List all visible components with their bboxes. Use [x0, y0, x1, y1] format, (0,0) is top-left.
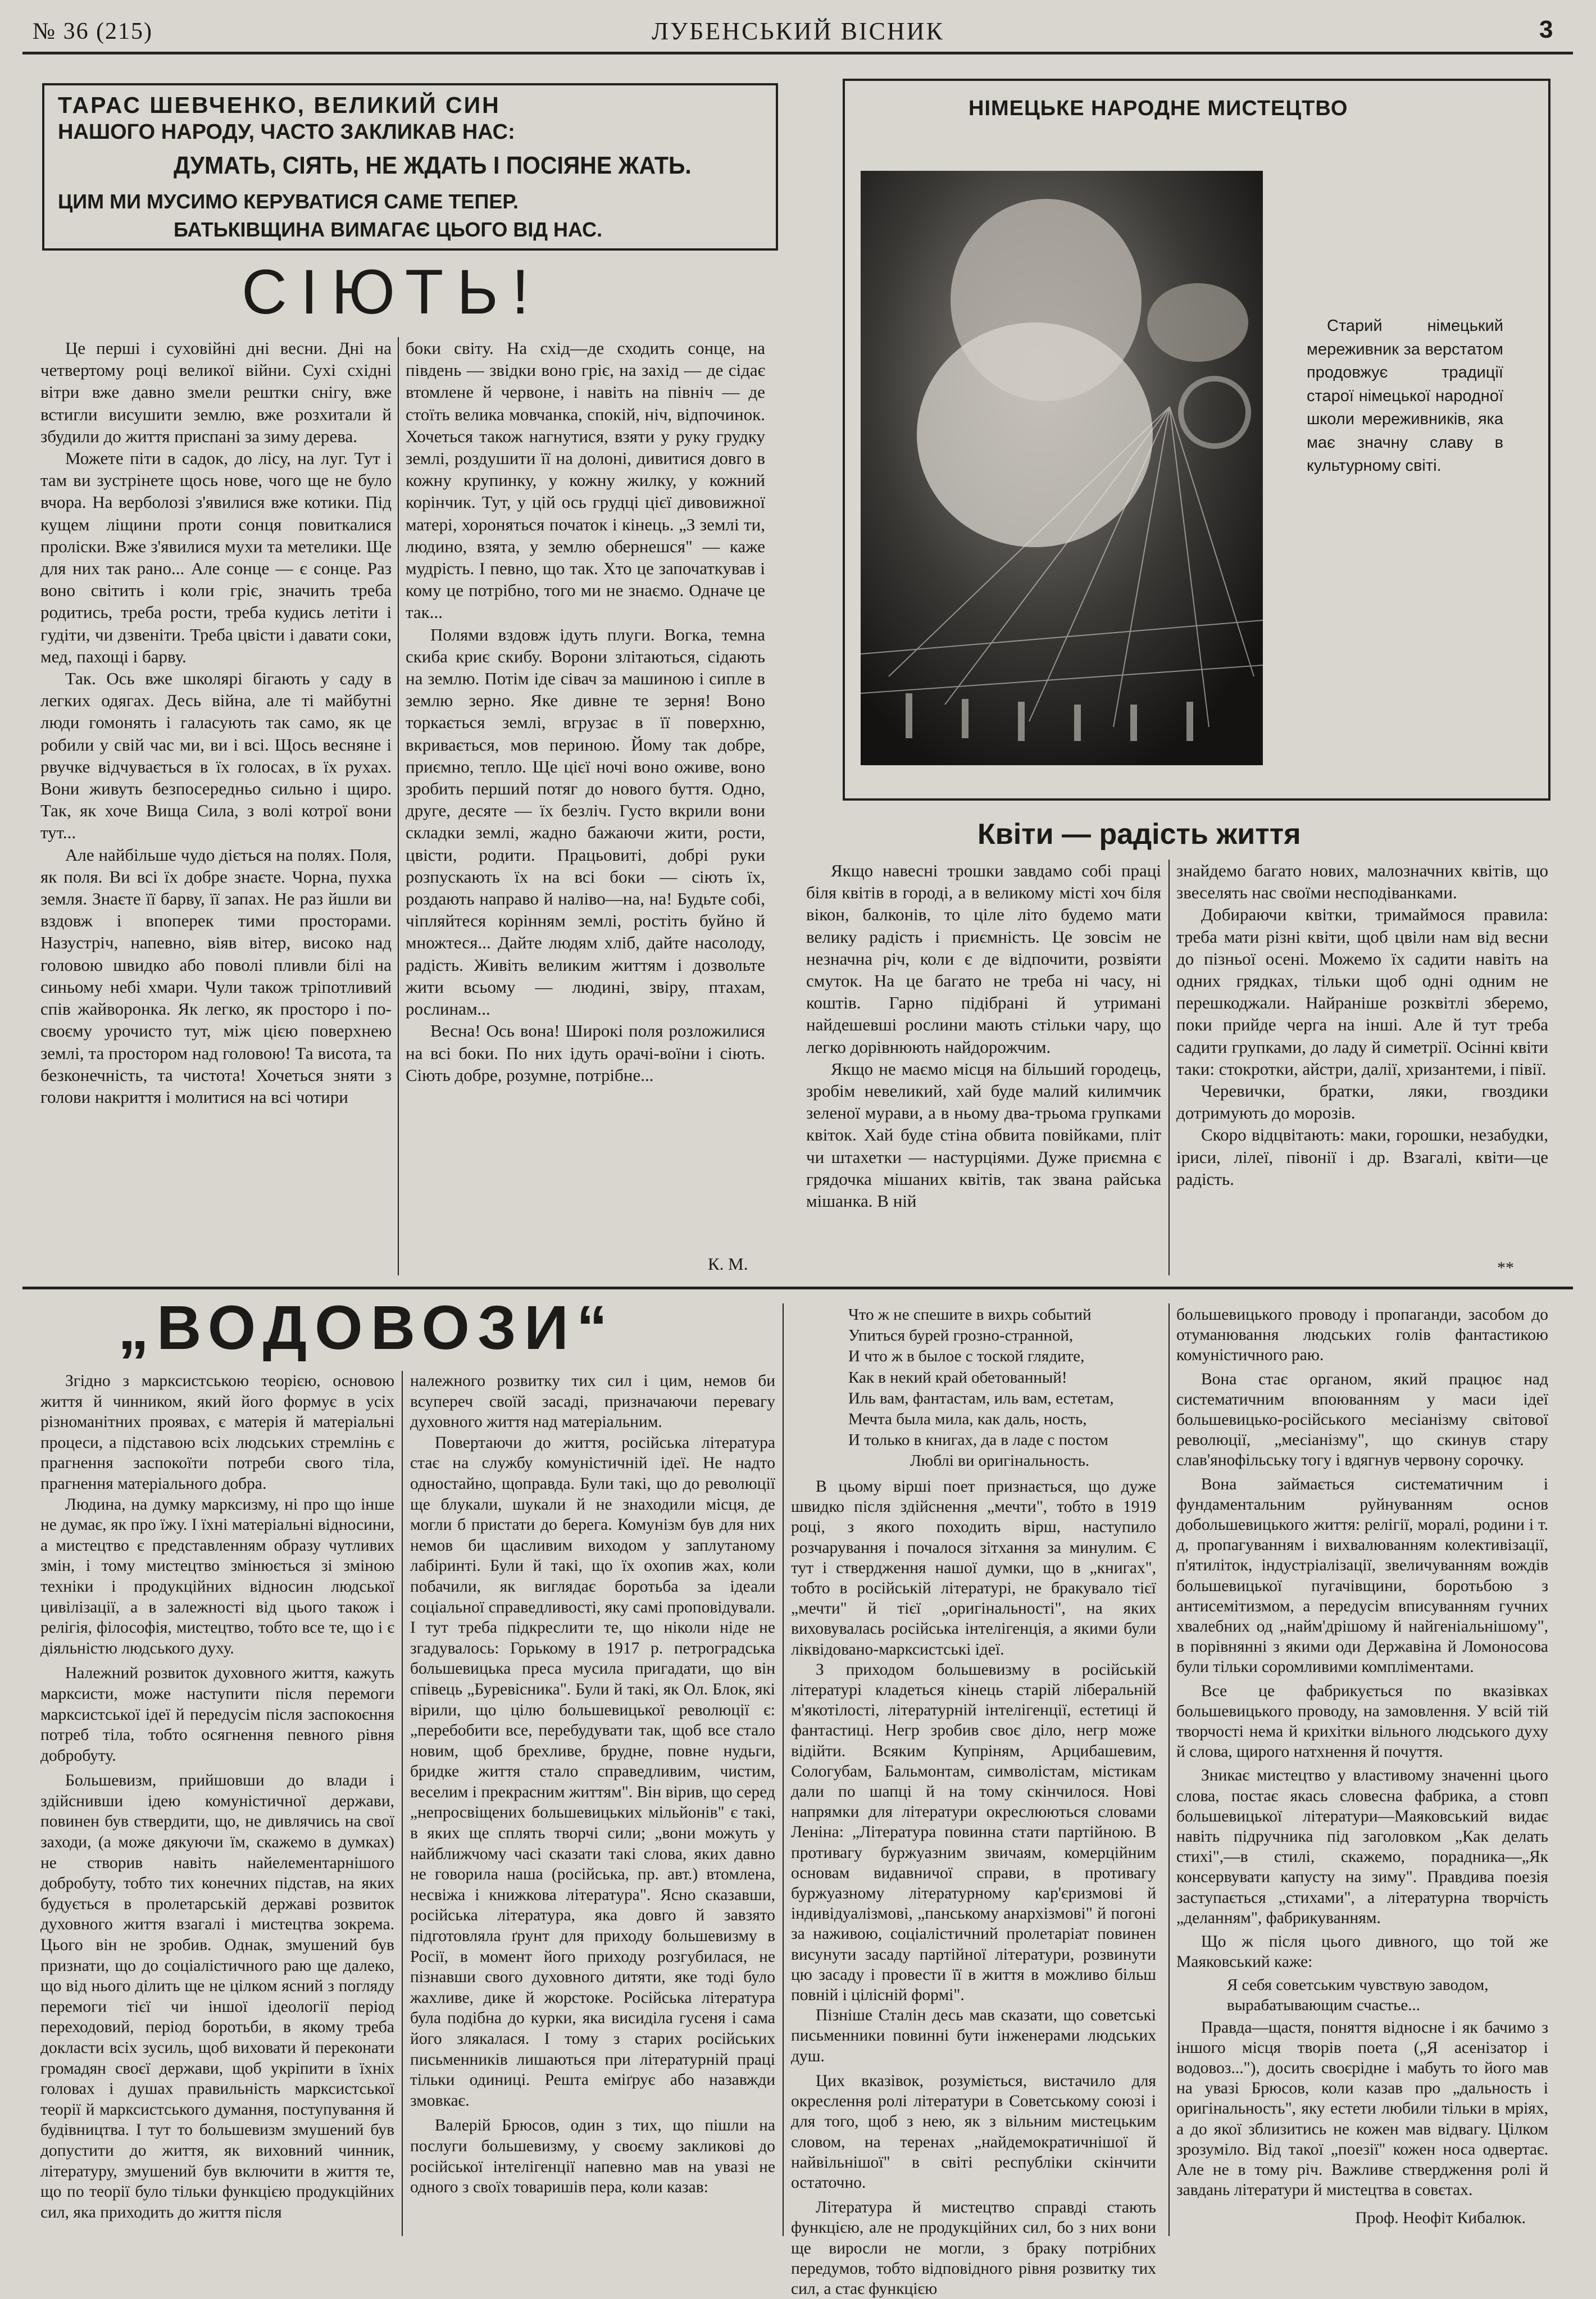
vodovozy-column-4 — [1176, 1305, 1548, 2232]
flowers-paragraph: Добираючи квітки, тримаймося правила: треба мати різні квіти, щоб цвіли нам від весни до пізньої осені. Можемо їх садити навіть на одних грядках, тільки щоб одні одним не перешкоджали. Найраніше розквітлі зберемо, поки прийде черга на інші. Але й тут треба садити групками, до ладу й симетрії. Осінні квіти таки: стокротки, айстри, далії, хризантеми, і півії. — [1176, 905, 1548, 1079]
header-rule — [22, 52, 1573, 54]
vodovozy-paragraph: большевицького проводу і пропаганди, засобом до отуманювання людських голів фантастикою комуністичного раю. — [1176, 1306, 1548, 1365]
shevchenko-banner — [42, 83, 778, 251]
vodovozy-paragraph: Вона займається систематичним і фундаментальним руйнуванням основ добольшевицького життя: релігії, моралі, родини і т. д, пропагуванням і вихвалюванням колективізації, п'ятиліток, індустріалізації, звеличуванням вождів большевицької пугачівщини, боротьбою з антисемітизмом, а передусім вписуванням гучних хвалебних од „найм'дрішому й найгеніальнішому", в порівнянні з якими оди Державіна й Ломоносова були тільки соромливими компліментами. — [1176, 1475, 1548, 1676]
vodovozy-column-3 — [791, 1476, 1156, 2298]
flowers-paragraph: Якщо навесні трошки завдамо собі праці біля квітів в городі, а в великому місті хоч біля вікон, балконів, то ціле літо будемо мати велику радість і приємність. Це зовсім не незначна річ, коли є де відпочити, розвіяти смуток. На це багато не треба ні часу, ні коштів. Гарно підібрані й утримані найдешевші рослини мають стільки чару, що легко дорівнюють найдорожчим. — [806, 861, 1161, 1057]
siiut-paragraph: Можете піти в садок, до лісу, на луг. Тут і там ви зустрінете щось нове, чого ще не було вчора. На верболозі з'явилися вже котики. Під кущем ліщини проти сонця повиткалися проліски. Вже з'явилися мухи та метелики. Ще для них так рано... Але сонце — є сонце. Раз воно світить і коли гріє, значить треба родитись, треба рости, треба кудись летіти і гудіти, чи дзвеніти. Треба цвісти і давати соки, мед, пахощі і барву. — [40, 448, 392, 666]
siiut-paragraph: Це перші і суховійні дні весни. Дні на четвертому році великої війни. Сухі східні вітри вже давно змели рештки снігу, вже встигли висушити землю, вже розхитали й збудили до життя приспані за зиму дерева. — [40, 338, 392, 446]
poem-line: И только в книгах, да в ладе с постом — [848, 1431, 1108, 1450]
column-divider — [1168, 1303, 1170, 2236]
vodovozy-paragraph: Правда—щастя, поняття відносне і як бачимо з іншого місця творів поета („Я асенізатор і водовоз..."), досить своєрідне і мабуть то його мав на увазі Брюсов, коли казав про „дальность і оригінальность", яку естети любили тільки в мріях, а до якої зблизитись не кожен мав відвагу. Цілком зрозуміло. Від такої „поезії" кожен носа одвертає. Але не в тому річ. Важливе ствердження ролі й завдань літератури й мистецтва в совєтах. — [1176, 2018, 1548, 2200]
vodovozy-paragraph: Належний розвиток духовного життя, кажуть марксисти, може наступити після перемоги марксистської ідеї й передусім після заспокоєння потреб тіла, тобто осягнення певного рівня добробуту. — [40, 1664, 394, 1765]
banner-line-5: БАТЬКІВЩИНА ВИМАГАЄ ЦЬОГО ВІД НАС. — [174, 218, 603, 241]
briusov-poem — [848, 1305, 1185, 1472]
banner-line-2: НАШОГО НАРОДУ, ЧАСТО ЗАКЛИКАВ НАС: — [58, 120, 515, 144]
poem-line: Что ж не спешите в вихрь событий — [848, 1306, 1092, 1324]
poem-line: Иль вам, фантастам, иль вам, естетам, — [848, 1389, 1114, 1407]
vodovozy-column-1 — [40, 1371, 394, 2239]
issue-number: № 36 (215) — [33, 19, 153, 44]
poem-line: Упиться бурей грозно-странной, — [848, 1326, 1074, 1345]
column-divider — [402, 1371, 403, 2236]
banner-line-4: ЦИМ МИ МУСИМО КЕРУВАТИСЯ САМЕ ТЕПЕР. — [58, 190, 519, 213]
vodovozy-paragraph: З приходом большевизму в російській літературі кладеться кінець старій ліберальній м'якотілості, літературній інтелігенції, естетиці й фантастиці. Негр зробив своє діло, негр може відійти. Всяким Купріням, Арцибашевим, Сологубам, Бальмонтам, символістам, містикам дали по шапці й на тому скінчилося. Нові напрямки для літератури окреслюються словами Леніна: „Література повинна стати партійною. В противагу буржуазним звичаям, комерційним основам видавничої справи, в противагу буржуазному літературному кар'єризмові й індивідуалізмові, „панському анархізмові" й погоні за наживою, соціалістичний пролетаріат повинен висунути засаду партійної літератури, розвинути цю засаду і провести її в життя в можливо більш повній і цілісній формі". — [791, 1660, 1156, 2005]
vodovozy-paragraph: Большевизм, прийшовши до влади і здійснивши ідею комуністичної держави, повинен був ствердити, що, не дивлячись на свої заходи, (а може дякуючи їм, скажемо в думках) не створив навіть найелементарнішого добробуту, тобто тих конечних підстав, на яких будується в пролетарській державі розвиток духовного життя взагалі і мистецтва зокрема. Цього він не зробив. Однак, змушений був признати, що до соціалістичного раю ще далеко, що від нього ділить ще не цілком ясний з погляду перемоги тієї чи іншої ідеології період переходовий, період боротьби, в якому треба докласти всіх зусиль, щоб виховати й переконати громадян своєї держави, щоб укріпити в їхніх головах і душах правильність марксистської теорії й марксистського думання, поступування й будівництва. І тут то большевизм змушений був допустити до життя, як виховний чинник, літературу, змушений був включити в життя те, що по теорії було тільки функцією продукційних сил, яка приходить до життя після — [40, 1771, 394, 2221]
vodovozy-paragraph: Література й мистецтво справді стають функцією, але не продукційних сил, бо з них вони ще виросли не могли, з браку потрібних передумов, тобто відповідного рівня розвитку тих сил, а стає функцією — [791, 2198, 1156, 2298]
vodovozy-paragraph: Цих вказівок, розуміється, вистачило для окреслення ролі літератури в Советському союзі і для того, щоб з нею, як з вільним мистецьким словом, на теренах „найдемократичнішої й найвільнішої" в світі республіки скінчити остаточно. — [791, 2071, 1156, 2192]
siiut-column-1 — [40, 337, 392, 1270]
mayakovsky-quote — [1176, 1975, 1548, 2015]
column-divider — [398, 337, 399, 1275]
poem-line: Как в некий край обетованный! — [848, 1368, 1067, 1387]
flowers-paragraph: Якщо не маємо місця на більший городець, зробім невеликий, хай буде малий килимчик зеленої мурави, а в ньому два-трьома групками квіток. Хай буде стіна обвита повійками, пліт чи штахетки — настурціями. Дуже приємна є грядочка мішаних квітів, так звана райська мішанка. В ній — [806, 1058, 1161, 1211]
siiut-signature: К. М. — [708, 1254, 748, 1274]
german-art-box — [843, 79, 1550, 801]
siiut-column-2 — [406, 337, 765, 1247]
siiut-title: СІЮТЬ! — [242, 257, 543, 327]
flowers-column-2 — [1176, 860, 1548, 1275]
german-art-title: НІМЕЦЬКЕ НАРОДНЕ МИСТЕЦТВО — [968, 97, 1348, 120]
poem-line: Мечта была мила, как даль, ность, — [848, 1410, 1087, 1429]
flowers-signature: ** — [1497, 1258, 1514, 1277]
vodovozy-paragraph: належного розвитку тих сил і цим, немов би всупереч своїй засаді, призначаючи перевагу духовного життя над матеріальним. — [410, 1372, 775, 1432]
vodovozy-paragraph: Все це фабрикується по вказівках большевицького проводу, на замовлення. У всій тій творчості нема й крихітки вільного людського духу й слова, щирого натхнення й почуття. — [1176, 1682, 1548, 1761]
column-divider — [1168, 860, 1170, 1275]
german-art-caption: Старий німецький мереживник за верстатом продовжує традиції старої німецької народної школи мереживників, яка має значну славу в культурному світі. — [1307, 317, 1503, 475]
flowers-paragraph: Черевички, братки, ляки, гвоздики дотримують до морозів. — [1176, 1081, 1548, 1123]
flowers-title: Квіти — радість життя — [977, 818, 1301, 851]
vodovozy-paragraph: Що ж після цього дивного, що той же Маяковський каже: — [1176, 1933, 1548, 1971]
siiut-paragraph: боки світу. На схід—де сходить сонце, на південь — звідки воно гріє, на захід — де сідає втомлене й червоне, і навіть на північ — де стоїть велика мовчанка, спокій, ніч, відпочинок. Хочеться також нагнутися, взяти у руку грудку землі, роздушити її на долоні, дивитися довго в кожну крупинку, у кожну жилку, у кожний корінчик. Тут, у цій ось грудці цієї дивовижної матері, хороняться початок і кінець. „З землі ти, людино, взята, у землю обернешся" — каже мудрість. І певно, що так. Хто це започаткував і кому це потрібно, того ми не знаємо. Одначе це так... — [406, 338, 765, 623]
banner-line-1: ТАРАС ШЕВЧЕНКО, ВЕЛИКИЙ СИН — [58, 92, 501, 118]
siiut-paragraph: Полями вздовж ідуть плуги. Вогка, темна скиба криє скибу. Ворони злітаються, сідають на землю. Потім іде сівач за машиною і сипле в землю зерно. Яке дивне те зерня! Воно торкається землі, вгрузає в її поверхню, вкривається, мов периною. Йому так добре, приємно, тепло. Ще цієї ночі воно оживе, воно зробить перший потяг до нового буття. Одно, друге, десяте — їх безліч. Густо вкрили вони складки землі, жадно бажаючи жити, рости, цвісти, родити. Працьовиті, добрі руки розпускають їх на всі боки — сіють їх, роздають направо й наліво—на, на! Будьте собі, чіпляйтеся корінням землі, ростіть буйно й множтеся... Дайте людям хліб, дайте насолоду, радість. Живіть великим життям і дозвольте жити всьому — людині, звіру, птахам, рослинам... — [406, 624, 765, 1019]
vodovozy-paragraph: В цьому вірші поет признається, що дуже швидко після здійснення „мечти", тобто в 1919 році, з якого походить вірш, наступило розчарування і почалося зітхання за минулим. Є тут і ствердження нашої думки, що в „книгах", тобто в російській літературі, не бракувало тієї „мечти" й тієї „оригінальності", на яких виховувалась російська інтелігенція, а якими були ліквідовано-марксистські ідеї. — [791, 1478, 1156, 1659]
section-rule — [22, 1287, 1573, 1289]
page-number: 3 — [1539, 16, 1554, 43]
lacemaker-photo — [861, 171, 1263, 765]
vodovozy-title: „ВОДОВОЗИ“ — [118, 1293, 615, 1362]
newspaper-name: ЛУБЕНСЬКИЙ ВІСНИК — [652, 17, 944, 45]
quote-line: Я себя советським чувствую заводом, — [1227, 1975, 1489, 1994]
vodovozy-paragraph: Валерій Брюсов, один з тих, що пішли на послуги большевизму, у своєму закликові до російської інтелігенції напевно мав на увазі не одного з своїх товаришів пера, коли казав: — [410, 2116, 775, 2197]
quote-line: вырабатывающим счастье... — [1227, 1996, 1421, 2014]
vodovozy-paragraph: Зникає мистецтво у властивому значенні цього слова, постає якась словесна фабрика, а стовп большевицької літератури—Маяковський видає навіть підручника під заголовком „Как делать стихі",—в стилі, скажемо, порадника—„Як консервувати капусту на зиму". Правдива поезія заступається „стихами", а літературна творчість „деланням", фабрикуванням. — [1176, 1766, 1548, 1927]
vodovozy-signature: Проф. Неофіт Кибалюк. — [1355, 2209, 1526, 2228]
siiut-paragraph: Весна! Ось вона! Широкі поля розложилися на всі боки. По них ідуть орачі-воїни і сіють. Сіють добре, розумне, потрібне... — [406, 1021, 765, 1085]
vodovozy-paragraph: Згідно з марксистською теорією, основою життя й чинником, який його формує в усіх різноманітних проявах, є матерія й матеріальні процеси, а підставою всіх людських стремлінь є прагнення заспокоїти потреби свого тіла, прагнення матеріального добра. — [40, 1372, 394, 1493]
vodovozy-paragraph: Повертаючи до життя, російська література стає на службу комуністичній ідеї. Не надто одностайно, щоправда. Були такі, що до революції ще блукали, шукали й не знаходили місця, де могли б пристати до берега. Комунізм був для них немов би щасливим виходом у заплутаному лабіринті. Були й такі, що їх охопив жах, коли побачили, як виглядає боротьба за ідеали соціальної справедливості, яку самі проповідували. І тут треба підкреслити те, що ніколи ніде не згадувалось: Горькому в 1917 р. петроградська большевицька преса мусила пригадати, що він співець „Буревісника". Були й такі, як Ол. Блок, які вірили, що цілю большевицької революції є: „перебобити все, перебудувати так, щоб все стало новим, щоб брехливе, брудне, повне нудьги, бридке життя стало справедливим, чистим, веселим і прекрасним життям". Він вірив, що серед „непросвіщених большевицьких мільйонів" є такі, в яких ще сплять творчі сили; „вони можуть у найближчому часі сказати такі слова, яких давно не говорила наша (російська, пр. авт.) втомлена, несвіжа і книжкова література". Ясно сказавши, російська література, яка довго й завзято підготовляла ґрунт для приходу большевизму в Росії, в момент його приходу розгубилася, не пізнавши свого духовного дитяти, яке тоді було жахливе, дике й жорстоке. Російська література була подібна до курки, яка висиділа гусеня і сама його злякалася. І тому з старих російських письменників лишаються при літературній праці тільки одиниці. Решта еміґрує або назавжди змовкає. — [410, 1433, 775, 2110]
vodovozy-paragraph: Вона стає органом, який працює над систематичним впоюванням у маси ідеї большевицько-російського месіанізму світової революції, „месіанізму", що скинув стару слав'янофільську тогу і вдягнув червону сорочку. — [1176, 1370, 1548, 1470]
flowers-column-1 — [806, 860, 1161, 1281]
poem-line: И что ж в былое с тоской глядите, — [848, 1347, 1085, 1366]
poem-line: Люблі ви оригінальность. — [910, 1452, 1090, 1470]
vodovozy-paragraph: Пізніше Сталін десь мав сказати, що советські письменники повинні бути інженерами людських душ. — [791, 2006, 1156, 2065]
flowers-paragraph: Скоро відцвітають: маки, горошки, незабудки, іриси, лілеї, півонії і др. Взагалі, квіти—це радість. — [1176, 1125, 1548, 1189]
flowers-paragraph: знайдемо багато нових, малозначних квітів, що звеселять нас своїми несподіванками. — [1176, 861, 1548, 903]
siiut-paragraph: Так. Ось вже школярі бігають у саду в легких одягах. Десь війна, але ті майбутні люди гомонять і галасують так само, як це робили у свій час ми, ви і всі. Щось весняне і рвучке відчувається в їх голосах, в їх рухах. Вони живуть безпосередньо сильно і щиро. Так, як хоче Вища Сила, з волі котрої вони тут... — [40, 669, 392, 843]
siiut-paragraph: Але найбільше чудо діється на полях. Поля, як поля. Ви всі їх добре знаєте. Чорна, пухка земля. Знаєте її барву, її запах. Не раз йшли ви вздовж і впоперек тими просторами. Назустріч, напевно, віяв вітер, високо над головою швидко або поволі пливли білі на синьому небі хмари. Чули також тріпотливий спів жайворонка. Як легко, як просторо і по-своєму урочисто тут, між цією поверхнею землі, та простором над головою! Та висота, та безконечність, та чистота! Хочеться зняти з голови накриття і молитися на всі чотири — [40, 844, 392, 1107]
vodovozy-paragraph: Людина, на думку марксизму, ні про що інше не думає, як про їжу. І їхні матеріальні відносини, а мистецтво є представленням образу чутливих змін, і тому мистецтво змінюється зі зміною техніки і продукційних відносин людської цивілізації, а в залежності від цього також і релігія, філософія, мистецтво, тобто все те, що і є діяльністю людського духу. — [40, 1495, 394, 1657]
banner-line-3: ДУМАТЬ, СІЯТЬ, НЕ ЖДАТЬ І ПОСІЯНЕ ЖАТЬ. — [174, 152, 692, 179]
vodovozy-column-2 — [410, 1371, 775, 2239]
column-divider — [783, 1303, 784, 2236]
